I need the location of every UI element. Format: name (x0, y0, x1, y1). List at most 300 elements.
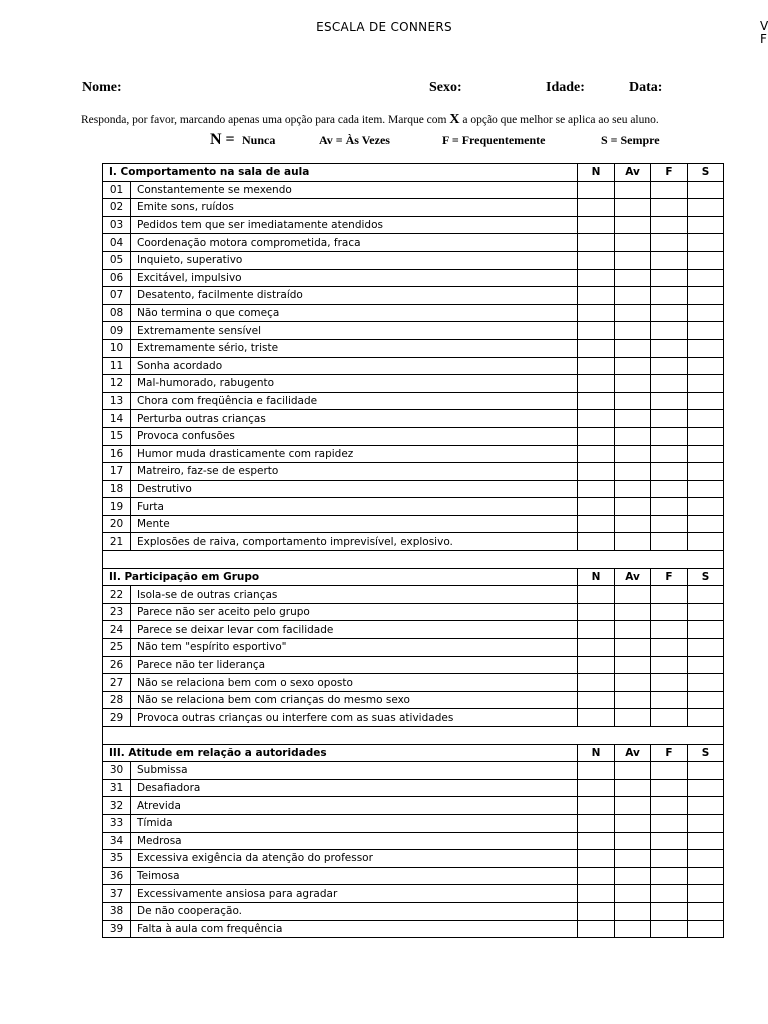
item-text: Matreiro, faz-se de esperto (131, 463, 578, 481)
item-text: Furta (131, 498, 578, 516)
item-text: Não tem "espírito esportivo" (131, 639, 578, 657)
answer-box-n[interactable] (578, 586, 615, 604)
answer-box-f[interactable] (651, 357, 688, 375)
answer-box-s[interactable] (688, 427, 724, 445)
answer-box-av[interactable] (615, 339, 651, 357)
item-text: Mente (131, 515, 578, 533)
answer-box-av[interactable] (615, 586, 651, 604)
item-text: Isola-se de outras crianças (131, 586, 578, 604)
answer-box-s[interactable] (688, 287, 724, 305)
answer-box-n[interactable] (578, 287, 615, 305)
item-text: Parece se deixar levar com facilidade (131, 621, 578, 639)
spacer-cell (103, 551, 724, 569)
item-text: Perturba outras crianças (131, 410, 578, 428)
answer-box-av[interactable] (615, 709, 651, 727)
column-header: F (651, 164, 688, 182)
answer-box-f[interactable] (651, 533, 688, 551)
answer-box-n[interactable] (578, 375, 615, 393)
answer-box-av[interactable] (615, 674, 651, 692)
corner-char: V (760, 20, 768, 33)
answer-box-f[interactable] (651, 234, 688, 252)
item-number: 28 (103, 691, 131, 709)
item-number: 36 (103, 867, 131, 885)
answer-box-s[interactable] (688, 674, 724, 692)
answer-box-s[interactable] (688, 656, 724, 674)
item-number: 12 (103, 375, 131, 393)
answer-box-av[interactable] (615, 463, 651, 481)
answer-box-av[interactable] (615, 445, 651, 463)
table-row (103, 392, 724, 410)
answer-box-f[interactable] (651, 674, 688, 692)
answer-box-n[interactable] (578, 533, 615, 551)
item-number: 09 (103, 322, 131, 340)
answer-box-s[interactable] (688, 621, 724, 639)
answer-box-n[interactable] (578, 850, 615, 868)
table-row (103, 674, 724, 692)
item-number: 31 (103, 779, 131, 797)
conners-scale-table (102, 163, 724, 938)
answer-box-s[interactable] (688, 902, 724, 920)
answer-box-f[interactable] (651, 375, 688, 393)
answer-box-n[interactable] (578, 357, 615, 375)
answer-box-av[interactable] (615, 322, 651, 340)
answer-box-f[interactable] (651, 762, 688, 780)
item-number: 22 (103, 586, 131, 604)
item-number: 37 (103, 885, 131, 903)
answer-box-f[interactable] (651, 463, 688, 481)
answer-box-s[interactable] (688, 375, 724, 393)
section-spacer-row (103, 727, 724, 745)
column-header: N (578, 568, 615, 586)
table-row (103, 639, 724, 657)
answer-box-f[interactable] (651, 797, 688, 815)
answer-box-f[interactable] (651, 920, 688, 938)
answer-box-f[interactable] (651, 339, 688, 357)
answer-box-f[interactable] (651, 850, 688, 868)
item-text: Coordenação motora comprometida, fraca (131, 234, 578, 252)
answer-box-s[interactable] (688, 709, 724, 727)
answer-box-av[interactable] (615, 410, 651, 428)
answer-box-av[interactable] (615, 269, 651, 287)
nome-label: Nome: (82, 80, 122, 95)
answer-box-n[interactable] (578, 498, 615, 516)
instructions (81, 112, 659, 128)
item-number: 21 (103, 533, 131, 551)
item-number: 34 (103, 832, 131, 850)
answer-box-av[interactable] (615, 797, 651, 815)
table-row (103, 498, 724, 516)
answer-box-av[interactable] (615, 603, 651, 621)
item-text: Humor muda drasticamente com rapidez (131, 445, 578, 463)
answer-box-n[interactable] (578, 797, 615, 815)
answer-box-s[interactable] (688, 269, 724, 287)
answer-box-n[interactable] (578, 639, 615, 657)
item-text: Desatento, facilmente distraído (131, 287, 578, 305)
answer-box-f[interactable] (651, 639, 688, 657)
answer-box-s[interactable] (688, 463, 724, 481)
column-header: S (688, 744, 724, 762)
answer-box-f[interactable] (651, 832, 688, 850)
item-number: 06 (103, 269, 131, 287)
answer-box-f[interactable] (651, 269, 688, 287)
item-number: 11 (103, 357, 131, 375)
section-title: III. Atitude em relação a autoridades (103, 744, 578, 762)
table-row (103, 463, 724, 481)
answer-box-f[interactable] (651, 656, 688, 674)
table-row (103, 902, 724, 920)
item-number: 08 (103, 304, 131, 322)
answer-box-f[interactable] (651, 603, 688, 621)
answer-box-s[interactable] (688, 515, 724, 533)
table-row (103, 920, 724, 938)
answer-box-s[interactable] (688, 199, 724, 217)
table-row (103, 181, 724, 199)
item-number: 17 (103, 463, 131, 481)
item-text: Medrosa (131, 832, 578, 850)
item-number: 01 (103, 181, 131, 199)
answer-box-av[interactable] (615, 885, 651, 903)
table-row (103, 287, 724, 305)
answer-box-f[interactable] (651, 691, 688, 709)
item-text: Não se relaciona bem com o sexo oposto (131, 674, 578, 692)
answer-box-n[interactable] (578, 814, 615, 832)
table-row (103, 850, 724, 868)
answer-box-av[interactable] (615, 375, 651, 393)
table-row (103, 251, 724, 269)
answer-box-av[interactable] (615, 691, 651, 709)
legend-n-letter: N = (210, 131, 235, 148)
answer-box-n[interactable] (578, 515, 615, 533)
item-number: 05 (103, 251, 131, 269)
answer-box-av[interactable] (615, 850, 651, 868)
item-number: 39 (103, 920, 131, 938)
answer-box-av[interactable] (615, 920, 651, 938)
item-text: De não cooperação. (131, 902, 578, 920)
column-header: Av (615, 164, 651, 182)
item-text: Desafiadora (131, 779, 578, 797)
table-row (103, 199, 724, 217)
item-text: Excessivamente ansiosa para agradar (131, 885, 578, 903)
idade-label: Idade: (546, 80, 585, 95)
item-text: Provoca confusões (131, 427, 578, 445)
answer-box-f[interactable] (651, 867, 688, 885)
corner-char: F (760, 32, 767, 46)
answer-box-s[interactable] (688, 480, 724, 498)
column-header: S (688, 568, 724, 586)
answer-box-s[interactable] (688, 885, 724, 903)
table-row (103, 480, 724, 498)
answer-box-n[interactable] (578, 832, 615, 850)
section-spacer-row (103, 551, 724, 569)
answer-box-av[interactable] (615, 251, 651, 269)
answer-box-av[interactable] (615, 427, 651, 445)
table-row (103, 691, 724, 709)
answer-box-n[interactable] (578, 410, 615, 428)
answer-box-s[interactable] (688, 410, 724, 428)
legend-n-word: Nunca (242, 133, 276, 147)
table-row (103, 234, 724, 252)
answer-box-av[interactable] (615, 392, 651, 410)
answer-box-av[interactable] (615, 216, 651, 234)
answer-box-n[interactable] (578, 199, 615, 217)
table-row (103, 445, 724, 463)
answer-box-s[interactable] (688, 392, 724, 410)
item-text: Explosões de raiva, comportamento imprevisível, explosivo. (131, 533, 578, 551)
item-number: 27 (103, 674, 131, 692)
item-text: Não termina o que começa (131, 304, 578, 322)
item-number: 07 (103, 287, 131, 305)
answer-box-av[interactable] (615, 762, 651, 780)
item-number: 15 (103, 427, 131, 445)
answer-box-n[interactable] (578, 656, 615, 674)
answer-box-f[interactable] (651, 392, 688, 410)
item-text: Atrevida (131, 797, 578, 815)
answer-box-n[interactable] (578, 867, 615, 885)
item-text: Falta à aula com frequência (131, 920, 578, 938)
answer-box-f[interactable] (651, 199, 688, 217)
item-text: Teimosa (131, 867, 578, 885)
column-header: F (651, 744, 688, 762)
item-text: Mal-humorado, rabugento (131, 375, 578, 393)
corner-text (760, 20, 768, 46)
answer-box-n[interactable] (578, 216, 615, 234)
item-number: 13 (103, 392, 131, 410)
answer-box-av[interactable] (615, 199, 651, 217)
table-row (103, 269, 724, 287)
table-row (103, 779, 724, 797)
table-row (103, 357, 724, 375)
table-row (103, 832, 724, 850)
answer-box-s[interactable] (688, 832, 724, 850)
item-number: 29 (103, 709, 131, 727)
answer-box-s[interactable] (688, 533, 724, 551)
answer-box-av[interactable] (615, 498, 651, 516)
answer-box-n[interactable] (578, 339, 615, 357)
answer-box-f[interactable] (651, 216, 688, 234)
answer-box-s[interactable] (688, 445, 724, 463)
instructions-mark: X (449, 112, 460, 127)
answer-box-av[interactable] (615, 533, 651, 551)
answer-box-n[interactable] (578, 304, 615, 322)
answer-box-f[interactable] (651, 304, 688, 322)
table-row (103, 533, 724, 551)
answer-box-n[interactable] (578, 691, 615, 709)
answer-box-av[interactable] (615, 867, 651, 885)
answer-box-av[interactable] (615, 234, 651, 252)
answer-box-n[interactable] (578, 779, 615, 797)
legend (0, 133, 768, 153)
answer-box-n[interactable] (578, 709, 615, 727)
answer-box-s[interactable] (688, 639, 724, 657)
item-text: Provoca outras crianças ou interfere com as suas atividades (131, 709, 578, 727)
item-text: Parece não ser aceito pelo grupo (131, 603, 578, 621)
answer-box-f[interactable] (651, 251, 688, 269)
answer-box-f[interactable] (651, 445, 688, 463)
answer-box-s[interactable] (688, 339, 724, 357)
answer-box-n[interactable] (578, 251, 615, 269)
legend-f: F = Frequentemente (442, 133, 546, 147)
item-text: Emite sons, ruídos (131, 199, 578, 217)
answer-box-f[interactable] (651, 779, 688, 797)
table-row (103, 339, 724, 357)
item-number: 35 (103, 850, 131, 868)
answer-box-n[interactable] (578, 762, 615, 780)
answer-box-av[interactable] (615, 515, 651, 533)
section-header-row (103, 164, 724, 182)
column-header: Av (615, 744, 651, 762)
answer-box-n[interactable] (578, 322, 615, 340)
item-number: 24 (103, 621, 131, 639)
answer-box-f[interactable] (651, 287, 688, 305)
answer-box-s[interactable] (688, 586, 724, 604)
legend-av: Av = Às Vezes (319, 133, 390, 147)
table-row (103, 515, 724, 533)
answer-box-s[interactable] (688, 498, 724, 516)
answer-box-f[interactable] (651, 498, 688, 516)
answer-box-n[interactable] (578, 603, 615, 621)
answer-box-av[interactable] (615, 621, 651, 639)
answer-box-n[interactable] (578, 269, 615, 287)
answer-box-av[interactable] (615, 656, 651, 674)
answer-box-s[interactable] (688, 216, 724, 234)
answer-box-av[interactable] (615, 480, 651, 498)
answer-box-f[interactable] (651, 902, 688, 920)
answer-box-f[interactable] (651, 885, 688, 903)
answer-box-s[interactable] (688, 762, 724, 780)
answer-box-f[interactable] (651, 814, 688, 832)
item-text: Tímida (131, 814, 578, 832)
answer-box-f[interactable] (651, 427, 688, 445)
answer-box-av[interactable] (615, 814, 651, 832)
table-row (103, 410, 724, 428)
item-text: Parece não ter liderança (131, 656, 578, 674)
table-row (103, 656, 724, 674)
spacer-cell (103, 727, 724, 745)
answer-box-s[interactable] (688, 867, 724, 885)
item-number: 32 (103, 797, 131, 815)
answer-box-n[interactable] (578, 234, 615, 252)
answer-box-n[interactable] (578, 902, 615, 920)
answer-box-s[interactable] (688, 322, 724, 340)
item-number: 38 (103, 902, 131, 920)
answer-box-n[interactable] (578, 427, 615, 445)
section-title: I. Comportamento na sala de aula (103, 164, 578, 182)
item-text: Constantemente se mexendo (131, 181, 578, 199)
table-row (103, 621, 724, 639)
table-row (103, 322, 724, 340)
data-label: Data: (629, 80, 663, 95)
item-number: 26 (103, 656, 131, 674)
item-text: Destrutivo (131, 480, 578, 498)
answer-box-n[interactable] (578, 445, 615, 463)
answer-box-f[interactable] (651, 410, 688, 428)
answer-box-s[interactable] (688, 779, 724, 797)
table-row (103, 867, 724, 885)
item-text: Não se relaciona bem com crianças do mesmo sexo (131, 691, 578, 709)
answer-box-s[interactable] (688, 797, 724, 815)
answer-box-av[interactable] (615, 287, 651, 305)
answer-box-s[interactable] (688, 850, 724, 868)
item-number: 02 (103, 199, 131, 217)
answer-box-n[interactable] (578, 463, 615, 481)
answer-box-s[interactable] (688, 920, 724, 938)
answer-box-f[interactable] (651, 709, 688, 727)
answer-box-n[interactable] (578, 392, 615, 410)
answer-box-s[interactable] (688, 357, 724, 375)
item-number: 14 (103, 410, 131, 428)
answer-box-n[interactable] (578, 920, 615, 938)
item-number: 04 (103, 234, 131, 252)
answer-box-av[interactable] (615, 779, 651, 797)
answer-box-av[interactable] (615, 902, 651, 920)
answer-box-f[interactable] (651, 181, 688, 199)
answer-box-s[interactable] (688, 304, 724, 322)
answer-box-av[interactable] (615, 181, 651, 199)
answer-box-n[interactable] (578, 480, 615, 498)
column-header: N (578, 164, 615, 182)
table-row (103, 603, 724, 621)
table-row (103, 814, 724, 832)
table-row (103, 797, 724, 815)
table-row (103, 586, 724, 604)
table-row (103, 762, 724, 780)
item-number: 20 (103, 515, 131, 533)
column-header: Av (615, 568, 651, 586)
legend-s: S = Sempre (601, 133, 660, 147)
answer-box-s[interactable] (688, 234, 724, 252)
answer-box-n[interactable] (578, 621, 615, 639)
answer-box-f[interactable] (651, 586, 688, 604)
section-header-row (103, 744, 724, 762)
answer-box-av[interactable] (615, 304, 651, 322)
column-header: N (578, 744, 615, 762)
table-row (103, 427, 724, 445)
answer-box-f[interactable] (651, 621, 688, 639)
answer-box-s[interactable] (688, 691, 724, 709)
item-text: Extremamente sensível (131, 322, 578, 340)
table-row (103, 885, 724, 903)
answer-box-n[interactable] (578, 674, 615, 692)
answer-box-n[interactable] (578, 181, 615, 199)
answer-box-f[interactable] (651, 480, 688, 498)
answer-box-av[interactable] (615, 832, 651, 850)
table-row (103, 216, 724, 234)
answer-box-s[interactable] (688, 603, 724, 621)
column-header: F (651, 568, 688, 586)
answer-box-f[interactable] (651, 322, 688, 340)
item-number: 25 (103, 639, 131, 657)
instructions-before: Responda, por favor, marcando apenas uma opção para cada item. Marque com (81, 114, 450, 126)
answer-box-s[interactable] (688, 251, 724, 269)
item-text: Excessiva exigência da atenção do professor (131, 850, 578, 868)
answer-box-s[interactable] (688, 814, 724, 832)
item-number: 30 (103, 762, 131, 780)
sexo-label: Sexo: (429, 80, 462, 95)
answer-box-av[interactable] (615, 639, 651, 657)
answer-box-f[interactable] (651, 515, 688, 533)
item-text: Chora com freqüência e facilidade (131, 392, 578, 410)
answer-box-n[interactable] (578, 885, 615, 903)
table-row (103, 375, 724, 393)
item-number: 16 (103, 445, 131, 463)
item-text: Excitável, impulsivo (131, 269, 578, 287)
item-number: 18 (103, 480, 131, 498)
instructions-after: a opção que melhor se aplica ao seu aluno. (459, 114, 659, 126)
section-header-row (103, 568, 724, 586)
answer-box-av[interactable] (615, 357, 651, 375)
item-number: 23 (103, 603, 131, 621)
answer-box-s[interactable] (688, 181, 724, 199)
